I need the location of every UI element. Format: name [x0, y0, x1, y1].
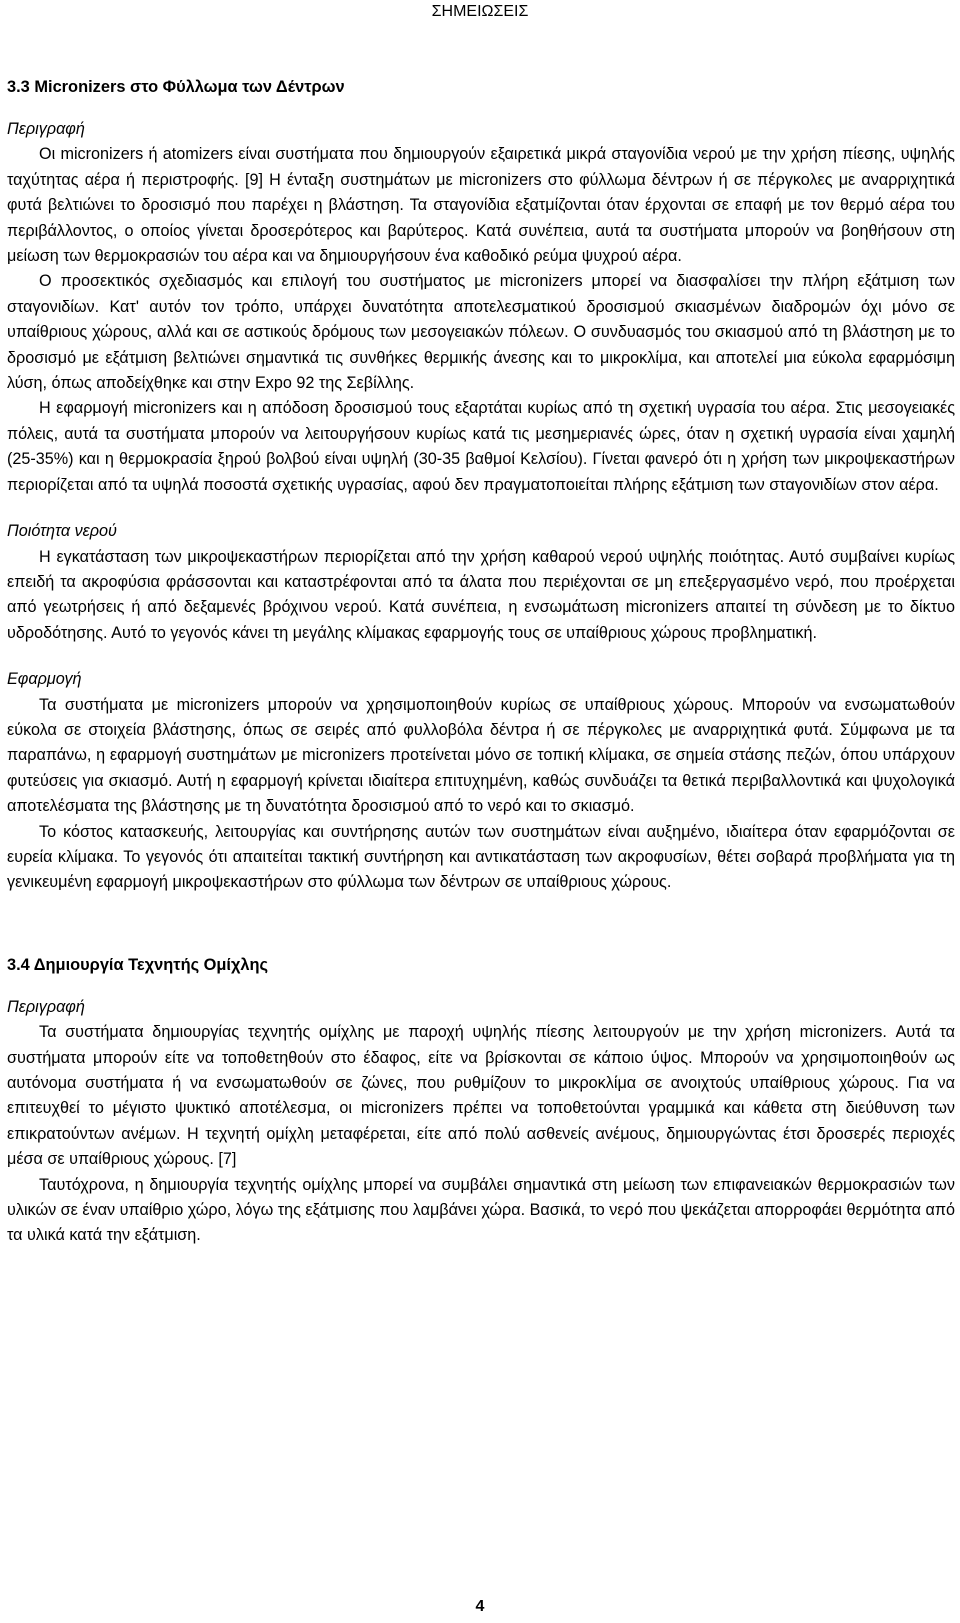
paragraph: Ο προσεκτικός σχεδιασμός και επιλογή του συστήματος με micronizers μπορεί να διασφαλίσει την πλήρη εξάτμιση των σταγονιδίων. Κατ' αυτόν τον τρόπο, υπάρχει δυνατότητα αποτελεσματικού δροσισμού σκιασμένων διαδρομών όχι μόνο σε υπαίθριους χώρους, αλλά και σε αστικούς δρόμους των μεσογειακών πόλεων. Ο συνδυασμός του σκιασμού από τη βλάστηση με το δροσισμό με εξάτμιση βελτιώνει σημαντικά τις συνθήκες θερμικής άνεσης και το μικροκλίμα, και αποτελεί μια εύκολα εφαρμόσιμη λύση, όπως αποδείχθηκε και στην Expo 92 της Σεβίλλης. [7, 272, 955, 393]
paragraph: Τα συστήματα δημιουργίας τεχνητής ομίχλης με παροχή υψηλής πίεσης λειτουργούν με την χρήση micronizers. Αυτά τα συστήματα μπορούν είτε να τοποθετηθούν στο έδαφος, είτε να βρίσκονται σε κάποιο ύψος. Μπορούν να χρησιμοποιηθούν ως αυτόνομα συστήματα ή να ενσωματωθούν σε ζώνες, που ρυθμίζουν το μικροκλίμα σε ανοιχτούς υπαίθριους χώρους. Για να επιτευχθεί το μέγιστο ψυκτικό αποτέλεσμα, οι micronizers πρέπει να τοποθετούνται γραμμικά και κάθετα στη διεύθυνση των επικρατούντων ανέμων. Η τεχνητή ομίχλη μεταφέρεται, είτε από πολύ ασθενείς ανέμους, δημιουργώντας έτσι δροσερές περιοχές μέσα σε υπαίθριους χώρους. [7] [7, 1023, 955, 1169]
subheading-water-quality: Ποιότητα νερού [7, 522, 117, 541]
paragraph: Οι micronizers ή atomizers είναι συστήματα που δημιουργούν εξαιρετικά μικρά σταγονίδια νερού με την χρήση πίεσης, υψηλής ταχύτητας αέρα ή περιστροφής. [9] Η ένταξη συστημάτων με micronizers στο φύλλωμα δέντρων ή σε πέργκολες με αναρριχητικά φυτά βελτιώνει το δροσισμό που παρέχει η βλάστηση. Τα σταγονίδια εξατμίζονται όταν έρχονται σε επαφή με τον θερμό αέρα του περιβάλλοντος, ο οποίος γίνεται δροσερότερος και βαρύτερος. Κατά συνέπεια, αυτά τα συστήματα μπορούν να βοηθήσουν στη μείωση των θερμοκρασιών του αέρα και να δημιουργήσουν ένα καθοδικό ρεύμα ψυχρού αέρα. [7, 145, 955, 266]
section-number: 3.4 [7, 955, 30, 974]
section-3-3-title [7, 75, 955, 100]
section-number: 3.3 [7, 78, 30, 96]
section-title-text: Δημιουργία Τεχνητής Ομίχλης [33, 955, 269, 974]
section-title-text: Micronizers στο Φύλλωμα των Δέντρων [34, 78, 345, 96]
subheading-application: Εφαρμογή [7, 670, 82, 689]
page-content [7, 75, 955, 1249]
paragraph: Τα συστήματα με micronizers μπορούν να χρησιμοποιηθούν κυρίως σε υπαίθριους χώρους. Μπορούν να ενσωματωθούν εύκολα σε στοιχεία βλάστησης, όπως σε σειρές από φυλλοβόλα δέντρα ή σε πέργκολες με αναρριχητικά φυτά. Σύμφωνα με τα παραπάνω, η εφαρμογή συστημάτων με micronizers προτείνεται μόνο σε τοπική κλίμακα, σε σημεία στάσης πεζών, όπου υπάρχουν φυτεύσεις για σκιασμό. Αυτή η εφαρμογή κρίνεται ιδιαίτερα επιτυχημένη, καθώς συνδυάζει τα θετικά περιβαλλοντικά και ψυχολογικά αποτελέσματα της βλάστησης με τη δυνατότητα δροσισμού από το νερό και το σκιασμό. [7, 695, 955, 816]
section-3-4-title [7, 953, 955, 978]
paragraph: Ταυτόχρονα, η δημιουργία τεχνητής ομίχλης μπορεί να συμβάλει σημαντικά στη μείωση των επιφανειακών θερμοκρασιών των υλικών σε έναν υπαίθριο χώρο, λόγω της εξάτμισης που λαμβάνει χώρα. Βασικά, το νερό που ψεκάζεται απορροφάει θερμότητα από τα υλικά κατά την εξάτμιση. [7, 1175, 955, 1245]
paragraph: Η εφαρμογή micronizers και η απόδοση δροσισμού τους εξαρτάται κυρίως από τη σχετική υγρασία του αέρα. Στις μεσογειακές πόλεις, αυτά τα συστήματα μπορούν να λειτουργήσουν κυρίως κατά τις μεσημεριανές ώρες, όταν η σχετική υγρασία είναι χαμηλή (25-35%) και η θερμοκρασία ξηρού βολβού είναι υψηλή (30-35 βαθμοί Κελσίου). Γίνεται φανερό ότι η χρήση των μικροψεκαστήρων περιορίζεται από τα υψηλά ποσοστά σχετικής υγρασίας, αφού δεν πραγματοποιείται πλήρης εξάτμιση των σταγονιδίων στον αέρα. [7, 399, 955, 494]
paragraph: Το κόστος κατασκευής, λειτουργίας και συντήρησης αυτών των συστημάτων είναι αυξημένο, ιδιαίτερα όταν εφαρμόζονται σε ευρεία κλίμακα. Το γεγονός ότι απαιτείται τακτική συντήρηση και αντικατάσταση των ακροφυσίων, θέτει σοβαρά προβλήματα για τη γενικευμένη εφαρμογή μικροψεκαστήρων στο φύλλωμα των δέντρων σε υπαίθριους χώρους. [7, 822, 955, 892]
subheading-description: Περιγραφή [7, 997, 85, 1016]
subheading-description: Περιγραφή [7, 120, 85, 138]
page-number: 4 [475, 1598, 485, 1615]
running-header: ΣΗΜΕΙΩΣΕΙΣ [431, 3, 529, 20]
paragraph: Η εγκατάσταση των μικροψεκαστήρων περιορίζεται από την χρήση καθαρού νερού υψηλής ποιότητας. Αυτό συμβαίνει κυρίως επειδή τα ακροφύσια φράσσονται και καταστρέφονται από τα άλατα που περιέχονται σε μη επεξεργασμένο νερό, που προέρχεται από γεωτρήσεις ή από δεξαμενές βρόχινου νερού. Κατά συνέπεια, η ενσωμάτωση micronizers απαιτεί τη σύνδεση με το δίκτυο υδροδότησης. Αυτό το γεγονός κάνει τη μεγάλης κλίμακας εφαρμογής τους σε υπαίθριους χώρους προβληματική. [7, 547, 955, 642]
